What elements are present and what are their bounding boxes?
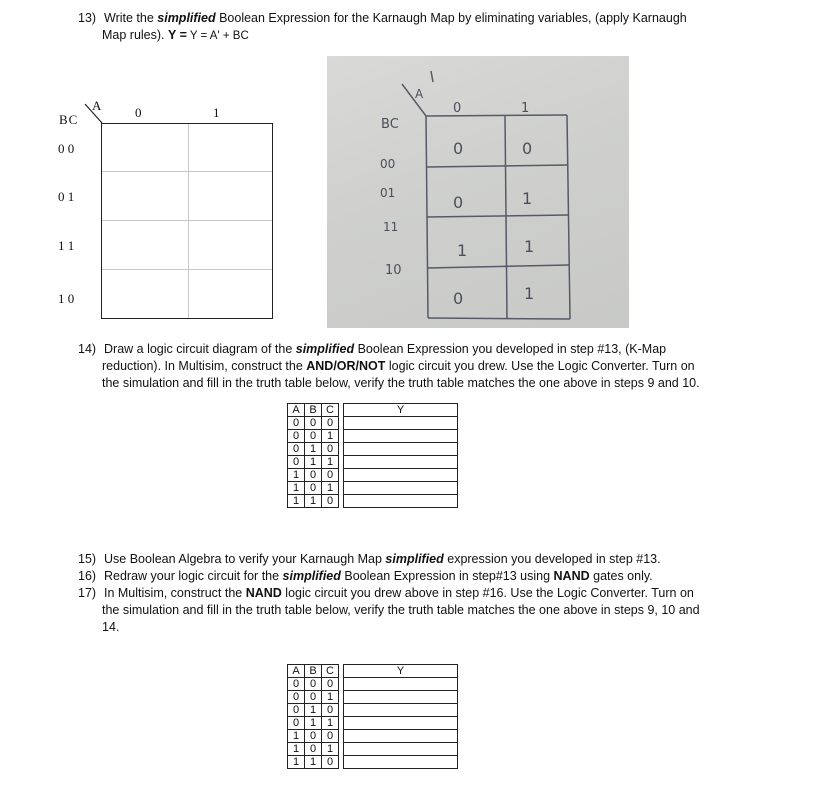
photo-cell: 1 xyxy=(457,241,468,260)
kmap-divider xyxy=(188,124,189,318)
header-b: B xyxy=(305,665,322,678)
question-14: 14) Draw a logic circuit diagram of the simplified Boolean Expression you developed in step #13, (K-Map reduction). In Multisim, construct the AND/OR/NOT logic circuit you drew. Use the Logic Converter. Turn on the simulation and fill in the truth table below, verify the truth table matches the one above in steps 9 and 10. xyxy=(78,342,700,390)
kmap-row-11: 1 1 xyxy=(58,238,75,253)
table-row: 0 1 0 xyxy=(288,443,458,456)
header-a: A xyxy=(288,404,305,417)
handwritten-kmap-drawing xyxy=(327,56,629,328)
table-row: 0 1 0 xyxy=(288,704,458,717)
table-row: 0 0 1 xyxy=(288,691,458,704)
table-row: 1 1 0 xyxy=(288,756,458,769)
y-output-cell[interactable] xyxy=(344,730,458,743)
photo-cell: 0 xyxy=(453,139,464,158)
kmap-row-01: 0 1 xyxy=(58,189,75,204)
photo-col-1: 1 xyxy=(521,101,530,116)
kmap-divider xyxy=(102,171,272,172)
answer-text: Y = A' + BC xyxy=(186,30,249,42)
y-output-cell[interactable] xyxy=(344,456,458,469)
photo-col-0: 0 xyxy=(453,101,462,116)
truth-table-1 xyxy=(287,403,458,508)
table-row: 1 1 0 xyxy=(288,495,458,508)
question-number: 17) xyxy=(78,586,97,600)
truth-table-2 xyxy=(287,664,458,769)
y-output-cell[interactable] xyxy=(344,756,458,769)
table-row: 0 1 1 xyxy=(288,456,458,469)
question-number: 13) xyxy=(78,11,97,25)
photo-cell: 1 xyxy=(524,284,535,303)
photo-row-01: 01 xyxy=(380,186,396,200)
question-number: 16) xyxy=(78,569,97,583)
y-output-cell[interactable] xyxy=(344,417,458,430)
table-row: 1 0 1 xyxy=(288,743,458,756)
photo-cell: 0 xyxy=(453,289,464,308)
photo-row-10: 10 xyxy=(385,263,402,278)
table-row: 0 0 0 xyxy=(288,417,458,430)
y-output-cell[interactable] xyxy=(344,691,458,704)
kmap-row-10: 1 0 xyxy=(58,291,75,306)
header-y: Y xyxy=(344,665,458,678)
photo-cell: 1 xyxy=(524,237,535,256)
header-y: Y xyxy=(344,404,458,417)
y-output-cell[interactable] xyxy=(344,443,458,456)
kmap-var-bc: BC xyxy=(59,112,79,127)
handwritten-kmap-photo xyxy=(327,56,629,328)
photo-cell: 0 xyxy=(522,139,533,158)
y-output-cell[interactable] xyxy=(344,495,458,508)
photo-row-11: 11 xyxy=(383,220,399,234)
photo-var-a: A xyxy=(415,87,424,101)
y-label: Y = xyxy=(168,28,187,42)
question-17: 17) In Multisim, construct the NAND logic circuit you drew above in step #16. Use the Logic Converter. Turn on the simulation and fill in the truth table below, verify the truth table matches the one above in steps 9, 10 and 14. xyxy=(78,586,700,634)
table-row: 1 0 1 xyxy=(288,482,458,495)
y-output-cell[interactable] xyxy=(344,482,458,495)
header-c: C xyxy=(322,665,339,678)
y-output-cell[interactable] xyxy=(344,469,458,482)
y-output-cell[interactable] xyxy=(344,430,458,443)
table-row: 1 0 0 xyxy=(288,469,458,482)
question-16: 16) Redraw your logic circuit for the simplified Boolean Expression in step#13 using NAND gates only. xyxy=(78,569,653,583)
photo-cell: 0 xyxy=(453,193,464,212)
photo-cell: 1 xyxy=(522,189,533,208)
photo-var-bc: BC xyxy=(381,117,399,132)
kmap-col-0: 0 xyxy=(135,105,142,120)
kmap-col-1: 1 xyxy=(213,105,220,120)
header-a: A xyxy=(288,665,305,678)
table-header-row xyxy=(288,404,458,417)
kmap-grid xyxy=(101,123,273,319)
kmap-var-a: A xyxy=(92,98,102,113)
y-output-cell[interactable] xyxy=(344,704,458,717)
y-output-cell[interactable] xyxy=(344,743,458,756)
question-number: 14) xyxy=(78,342,97,356)
header-c: C xyxy=(322,404,339,417)
table-row: 1 0 0 xyxy=(288,730,458,743)
y-output-cell[interactable] xyxy=(344,717,458,730)
question-number: 15) xyxy=(78,552,97,566)
header-b: B xyxy=(305,404,322,417)
table-row: 0 0 0 xyxy=(288,678,458,691)
table-row: 0 0 1 xyxy=(288,430,458,443)
y-output-cell[interactable] xyxy=(344,678,458,691)
kmap-divider xyxy=(102,269,272,270)
kmap-row-00: 0 0 xyxy=(58,141,75,156)
kmap-divider xyxy=(102,220,272,221)
photo-row-00: 00 xyxy=(380,157,396,171)
question-13: 13) Write the simplified Boolean Expression for the Karnaugh Map by eliminating variables, (apply Karnaugh Map rules). Y = Y = A' + BC xyxy=(78,11,687,42)
table-row: 0 1 1 xyxy=(288,717,458,730)
table-header-row xyxy=(288,665,458,678)
question-15: 15) Use Boolean Algebra to verify your Karnaugh Map simplified expression you developed in step #13. xyxy=(78,552,661,566)
